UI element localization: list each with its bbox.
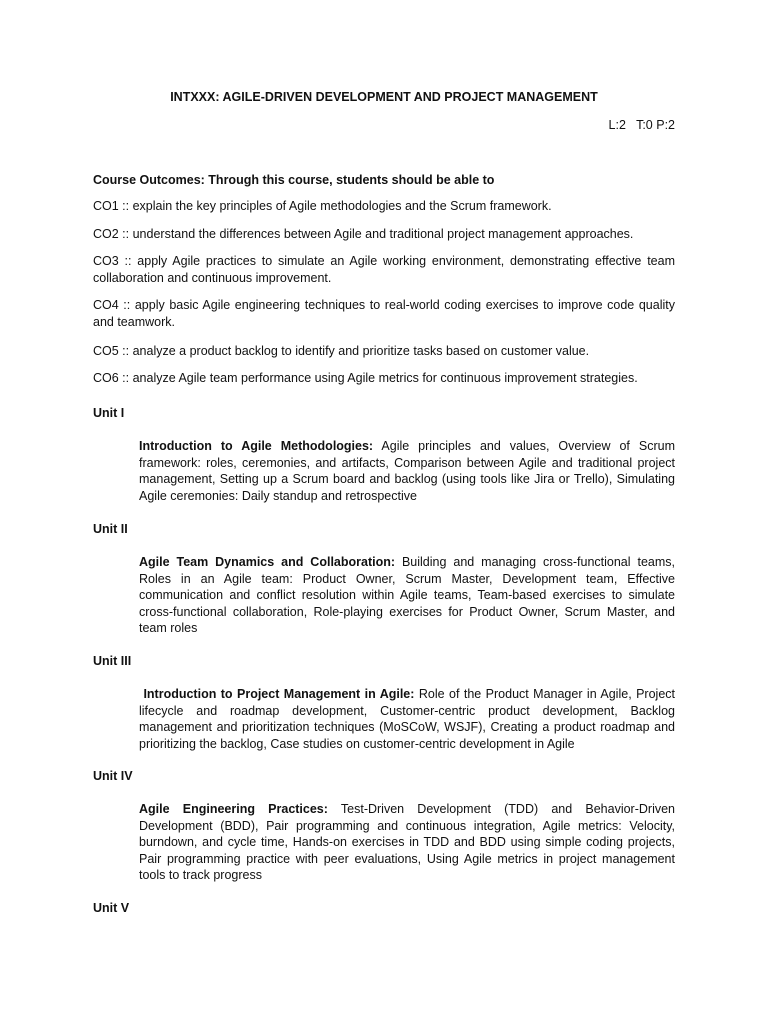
unit-2-body bbox=[139, 554, 675, 637]
unit-1-text: Agile principles and values, Overview of Scrum framework: roles, ceremonies, and artifacts, Comparison between Agile and traditional project management, Setting up a Scrum board and backlog (using tools like Jira or Trello), Simulating Agile ceremonies: Daily standup and retrospective bbox=[139, 439, 675, 503]
unit-5-heading: Unit V bbox=[93, 901, 130, 915]
unit-2-text: Building and managing cross-functional teams, Roles in an Agile team: Product Owner, Scrum Master, Development team, Effective communication and conflict resolution within Agile teams, Team-based exercises to simulate cross-functional collaboration, Role-playing exercises for Product Owner, Scrum Master, and team roles bbox=[139, 555, 675, 635]
unit-2-heading: Unit II bbox=[93, 522, 128, 536]
outcomes-heading: Course Outcomes: Through this course, students should be able to bbox=[93, 173, 495, 187]
unit-4-text: Test-Driven Development (TDD) and Behavior-Driven Development (BDD), Pair programming and continuous integration, Agile metrics: Velocity, burndown, and cycle time, Hands-on exercises in TDD and BDD using simple coding projects, Pair programming practice with peer evaluations, Using Agile metrics in project management tools to track progress bbox=[139, 802, 675, 882]
unit-4-topic: Agile Engineering Practices: bbox=[139, 802, 328, 816]
unit-4-heading: Unit IV bbox=[93, 769, 133, 783]
unit-4-body bbox=[139, 801, 675, 884]
unit-3-text: Role of the Product Manager in Agile, Project lifecycle and roadmap development, Customer-centric product development, Backlog management and prioritization techniques (MoSCoW, WSJF), Creating a product roadmap and prioritizing the backlog, Case studies on customer-centric development in Agile bbox=[139, 687, 675, 751]
outcome-co2: CO2 :: understand the differences between Agile and traditional project management approaches. bbox=[93, 227, 634, 241]
outcome-co3: CO3 :: apply Agile practices to simulate an Agile working environment, demonstrating effective team collaboration and continuous improvement. bbox=[93, 254, 675, 285]
unit-3-body bbox=[139, 686, 675, 752]
unit-1-body bbox=[139, 438, 675, 504]
outcome-co6: CO6 :: analyze Agile team performance using Agile metrics for continuous improvement strategies. bbox=[93, 371, 638, 385]
unit-2-topic: Agile Team Dynamics and Collaboration: bbox=[139, 555, 396, 569]
outcome-co4: CO4 :: apply basic Agile engineering techniques to real-world coding exercises to improve code quality and teamwork. bbox=[93, 298, 675, 329]
unit-3-topic: Introduction to Project Management in Agile: bbox=[143, 687, 415, 701]
unit-1-heading: Unit I bbox=[93, 406, 125, 420]
course-title: INTXXX: AGILE-DRIVEN DEVELOPMENT AND PROJECT MANAGEMENT bbox=[170, 90, 598, 104]
ltp-credits: L:2 T:0 P:2 bbox=[608, 118, 675, 132]
outcome-co5: CO5 :: analyze a product backlog to identify and prioritize tasks based on customer value. bbox=[93, 344, 590, 358]
unit-1-topic: Introduction to Agile Methodologies: bbox=[139, 439, 374, 453]
outcome-co1: CO1 :: explain the key principles of Agile methodologies and the Scrum framework. bbox=[93, 199, 552, 213]
unit-3-heading: Unit III bbox=[93, 654, 132, 668]
